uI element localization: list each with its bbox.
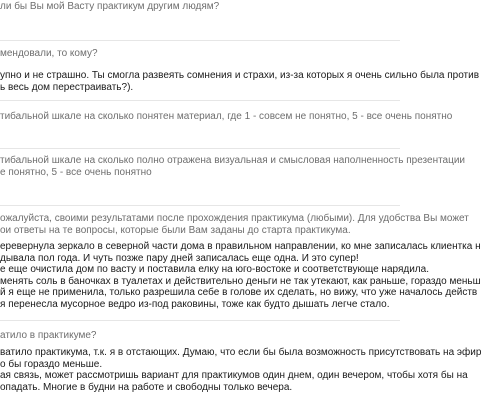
- section-divider: [0, 148, 400, 149]
- answer-line: менять соль в баночках в туалетах и действительно деньги не так утекают, как раньше, гораздо меньш: [0, 275, 481, 287]
- question-text: ожалуйста, своими результатами после прохождения практикума (любыми). Для удобства Вы может: [0, 213, 469, 224]
- answer-line: опадать. Многие в будни на работе и свободны только вечера.: [0, 381, 293, 393]
- answer-results: [0, 241, 481, 310]
- question-recommend-to-whom: [0, 48, 400, 60]
- question-what-was-missing: [0, 330, 400, 342]
- answer-line: упно и не страшно. Ты смогла развеять сомнения и страхи, из-за которых я очень сильно была против: [0, 70, 480, 81]
- answer-line: й я еще не применила, только разрешила себе в голове их сделать, но вижу, что уже началось действ: [0, 287, 478, 298]
- answer-recommend-to-whom: [0, 70, 480, 93]
- question-material-clarity: [0, 111, 453, 123]
- answer-what-was-missing: [0, 347, 481, 393]
- answer-line: ь весь дом перестраивать?).: [0, 81, 134, 93]
- question-results: [0, 213, 469, 237]
- question-text: тибальной шкале на сколько понятен материал, где 1 - совсем не понятно, 5 - все очень понятно: [0, 111, 453, 122]
- answer-line: дывала пол года. И чуть позже пару дней записалась еще одна. И это супер!: [0, 252, 359, 264]
- question-text: ли бы Вы мой Васту практикум другим людям?: [0, 1, 220, 12]
- question-text: е понятно, 5 - все очень понятно: [0, 167, 152, 178]
- question-text: тибальной шкале на сколько полно отражена визуальная и смысловая наполненность презентации: [0, 155, 466, 166]
- question-text: мендовали, то кому?: [0, 48, 98, 59]
- question-text: ои ответы на те вопросы, которые были Вам заданы до старта практикума.: [0, 225, 351, 236]
- answer-line: о бы гораздо меньше.: [0, 358, 103, 370]
- section-divider: [0, 40, 400, 41]
- answer-line: еревернула зеркало в северной части дома в правильном направлении, ко мне записалась клиентка н: [0, 241, 481, 252]
- answer-line: ая связь, может рассмотришь вариант для практикумов один днем, один вечером, чтобы хотя бы на: [0, 370, 468, 381]
- question-presentation-fullness: [0, 155, 466, 179]
- section-divider: [0, 205, 400, 206]
- answer-line: ватило практикума, т.к. я в отстающих. Думаю, что если бы была возможность присутствовать на эфир: [0, 347, 481, 358]
- question-text: атило в практикуме?: [0, 330, 97, 341]
- question-recommend: [0, 1, 400, 13]
- section-divider: [0, 320, 400, 321]
- answer-line: я перенесла мусорное ведро из-под раковины, тоже как будто дышать легче стало.: [0, 298, 390, 310]
- section-divider: [0, 100, 400, 101]
- answer-line: е еще очистила дом по васту и поставила елку на юго-востоке и соответствующе нарядила.: [0, 264, 429, 275]
